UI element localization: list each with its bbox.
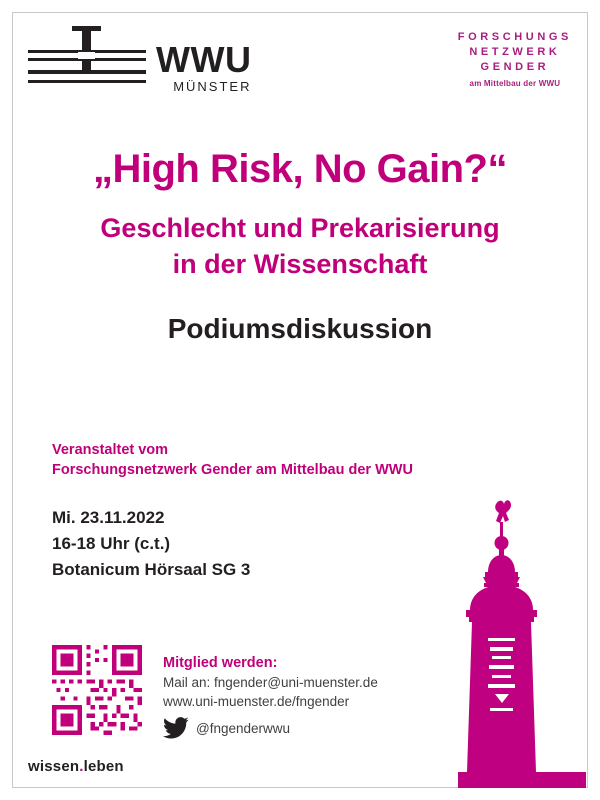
organiser-name: Forschungsnetzwerk Gender am Mittelbau der WWU bbox=[52, 462, 413, 478]
qr-code-icon[interactable] bbox=[52, 645, 142, 735]
wwu-city: MÜNSTER bbox=[173, 79, 252, 94]
slogan-dot: . bbox=[79, 758, 84, 775]
wwu-logo bbox=[28, 22, 251, 94]
event-time: 16-18 Uhr (c.t.) bbox=[52, 534, 171, 553]
membership-mail[interactable]: Mail an: fngender@uni-muenster.de bbox=[163, 675, 378, 690]
twitter-row[interactable] bbox=[163, 717, 443, 739]
twitter-handle[interactable]: @fngenderwwu bbox=[196, 720, 291, 736]
forschungsnetzwerk-gender-logo bbox=[458, 30, 572, 88]
fng-line-1: FORSCHUNGS bbox=[457, 31, 572, 43]
page-title: „High Risk, No Gain?“ bbox=[93, 147, 507, 191]
fng-line-2: NETZWERK bbox=[469, 46, 561, 58]
wissen-leben-slogan bbox=[28, 758, 124, 775]
membership-web[interactable]: www.uni-muenster.de/fngender bbox=[163, 694, 350, 709]
slogan-part-1: wissen bbox=[28, 758, 80, 775]
organiser-block bbox=[52, 440, 413, 480]
botanical-tower-icon bbox=[452, 498, 592, 788]
event-details bbox=[52, 505, 250, 583]
wwu-seal-icon bbox=[28, 22, 146, 90]
poster-header bbox=[28, 22, 572, 102]
title-block bbox=[0, 146, 600, 346]
event-date: Mi. 23.11.2022 bbox=[52, 508, 165, 527]
page-subtitle-line-2: in der Wissenschaft bbox=[172, 249, 428, 279]
membership-title: Mitglied werden: bbox=[163, 655, 278, 671]
fng-line-4: am Mittelbau der WWU bbox=[469, 79, 561, 88]
page-subtitle bbox=[0, 210, 600, 282]
wwu-wordmark bbox=[156, 39, 252, 94]
fng-line-3: GENDER bbox=[480, 61, 550, 73]
wwu-name: WWU bbox=[156, 39, 252, 80]
event-type: Podiumsdiskussion bbox=[167, 313, 433, 344]
membership-block bbox=[163, 653, 443, 739]
page-subtitle-line-1: Geschlecht und Prekarisierung bbox=[100, 213, 500, 243]
organiser-label: Veranstaltet vom bbox=[52, 442, 169, 458]
twitter-bird-icon bbox=[163, 717, 189, 739]
slogan-part-2: leben bbox=[83, 758, 124, 775]
event-location: Botanicum Hörsaal SG 3 bbox=[52, 560, 251, 579]
